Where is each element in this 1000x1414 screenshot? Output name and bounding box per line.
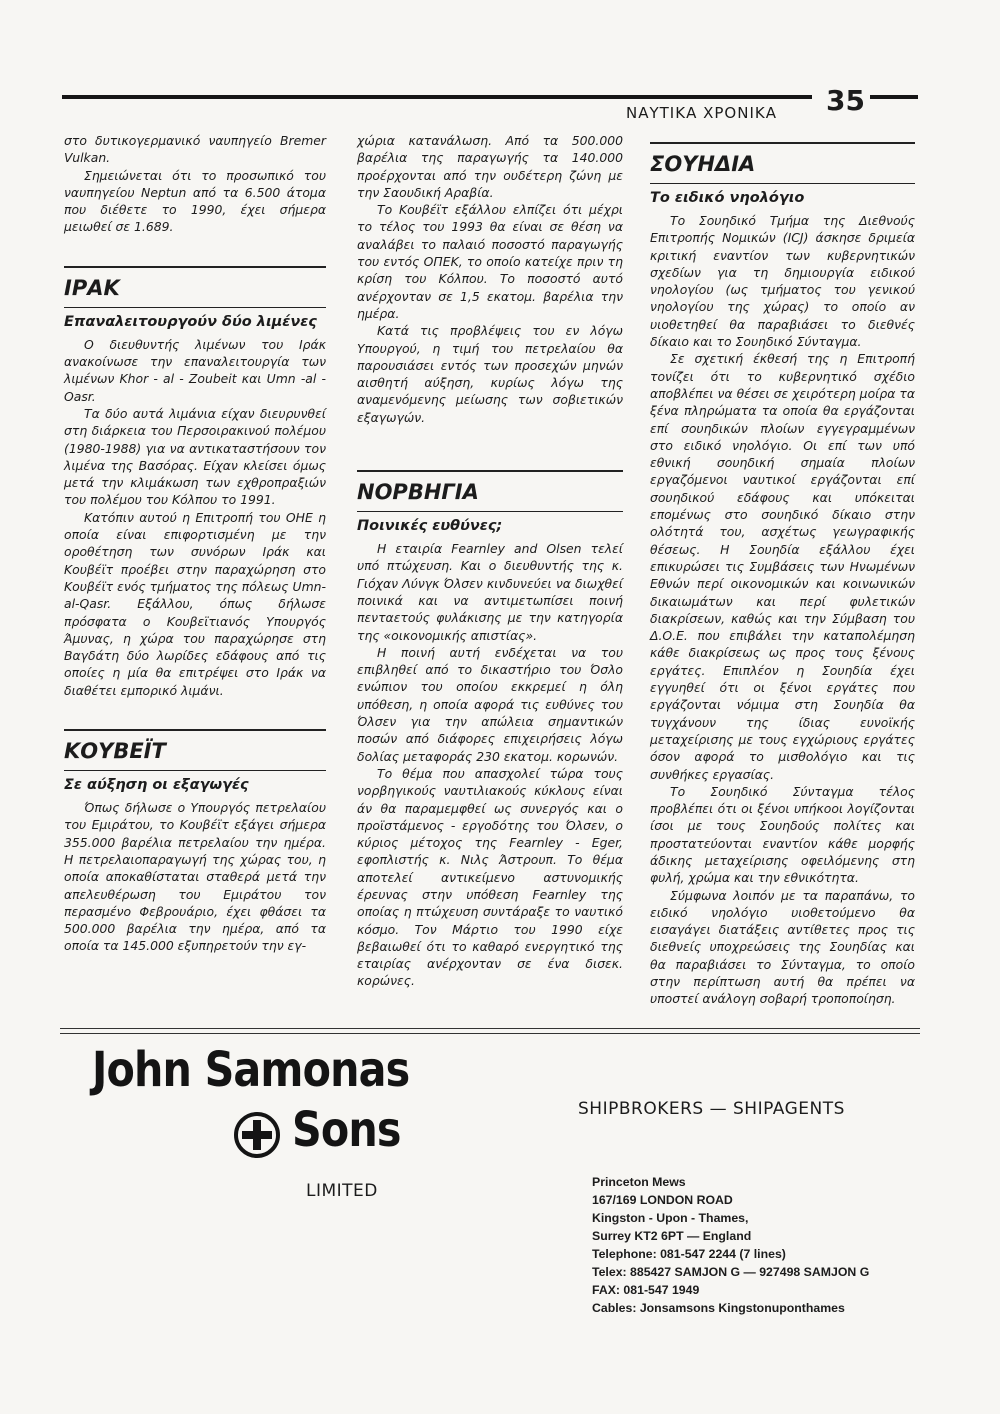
section-rule-top: [64, 266, 326, 268]
paragraph: χώρια κατανάλωση. Από τα 500.000 βαρέλια της παραγωγής τα 140.000 προέρχονται από την ουδέτερη ζώνη με την Σαουδική Αραβία.: [357, 133, 623, 200]
address-line: Princeton Mews: [592, 1175, 686, 1189]
paragraph: Τα δύο αυτά λιμάνια είχαν διευρυνθεί στη διάρκεια του Περσοιρακινού πολέμου (1980-1988) για να αντικαταστήσουν τον λιμένα της Βασόρας. Είχαν κλείσει όμως μετά την κλιμάκωση των εχθροπραξιών του πολέμου του Κόλπου το 1991.: [64, 405, 326, 508]
paragraph: Ο διευθυντής λιμένων του Ιράκ ανακοίνωσε την επαναλειτουργία των λιμένων Khor - al - Zoubeit και Umn -al - Oasr.: [64, 336, 326, 404]
section-rule-bottom: [650, 183, 915, 184]
address-line: Cables: Jonsamsons Kingstonuponthames: [592, 1301, 845, 1315]
paragraph: Σημειώνεται ότι το προσωπικό του ναυπηγείου Neptun από τα 6.500 άτομα που διέθετε το 1990, έχει σήμερα μειωθεί σε 1.689.: [64, 167, 326, 235]
section-subtitle: Επαναλειτουργούν δύο λιμένες: [64, 313, 317, 330]
paragraph: Κατά τις προβλέψεις του εν λόγω Υπουργού, η τιμή του πετρελαίου θα παρουσιάσει εντός των προσεχών μηνών αισθητή αύξηση, κυρίως λόγω της αναμενόμενης μείωσης των σοβιετικών εξαγωγών.: [357, 323, 623, 425]
paragraph: Το Σουηδικό Τμήμα της Διεθνούς Επιτροπής Νομικών (ICJ) άσκησε δριμεία κριτική εναντίον των κυβερνητικών σχεδίων για τη δημιουργία ειδικού νηολογίου (ως τμήματος του γενικού νηολογίου της χώρας) το οποίο αν υιοθετηθεί θα παραβιάσει το διεθνές δίκαιο και το Σουηδικό Σύνταγμα.: [650, 213, 915, 350]
running-title: ΝΑΥΤΙΚΑ ΧΡΟΝΙΚΑ: [626, 104, 777, 122]
address-line: 167/169 LONDON ROAD: [592, 1193, 733, 1207]
paragraph: Η εταιρία Fearnley and Olsen τελεί υπό πτώχευση. Και ο διευθυντής της κ. Γιόχαν Λύνγκ Όλσεν κινδυνεύει να διωχθεί ποινικά και να αντιμετωπίσει ποινή πενταετούς φυλάκισης με την κατηγορία της «οικονομικής απιστίας».: [357, 541, 623, 643]
section-rule-bottom: [357, 511, 623, 512]
advert-tagline: SHIPBROKERS — SHIPAGENTS: [578, 1099, 845, 1119]
advert-rule-top: [60, 1028, 920, 1029]
address-line: FAX: 081-547 1949: [592, 1283, 700, 1297]
column-3: [650, 134, 915, 1008]
address-line: Surrey KT2 6PT — England: [592, 1229, 752, 1243]
paragraph: Το Κουβέϊτ εξάλλου ελπίζει ότι μέχρι το τέλος του 1993 θα είναι σε θέση να αναλάβει το παλαιό ποσοστό παραγωγής του εντός ΟΠΕΚ, το οποίο κατείχε πριν τη κρίση του Κόλπου. Το ποσοστό αυτό ανέρχονταν σε 1,5 εκατομ. βαρέλια την ημέρα.: [357, 202, 623, 321]
paragraph: Η ποινή αυτή ενδέχεται να του επιβληθεί από το δικαστήριο του Όσλο ενώπιον του οποίου εκκρεμεί η όλη υπόθεση, η οποία αφορά τις ευθύνες του Όλσεν για την απώλεια σημαντικών ποσών από διάφορες επιχειρήσεις λόγω δολίας μεταφοράς 230 εκατομ. κορωνών.: [357, 644, 623, 764]
advert-limited: LIMITED: [306, 1181, 378, 1201]
address-line: Telephone: 081-547 2244 (7 lines): [592, 1247, 786, 1261]
section-rule-bottom: [64, 770, 326, 771]
paragraph: Το Σουηδικό Σύνταγμα τέλος προβλέπει ότι οι ξένοι υπήκοοι λογίζονται ίσοι με τους Σουηδούς πολίτες και προστατεύονται εναντίον κάθε μορφής άδικης μεταχείρισης οφειλόμενης στη φυλή, χρώμα και την εθνικότητα.: [650, 783, 915, 886]
address-line: Kingston - Upon - Thames,: [592, 1211, 749, 1225]
advert-brand-line1: John Samonas: [92, 1042, 410, 1098]
paragraph: Το θέμα που απασχολεί τώρα τους νορβηγικούς ναυτιλιακούς κύκλους είναι άν θα παραμεμφθεί ως συνεργός και ο προϊστάμενος - εργοδότης του Όλσεν, ο κύριος μέτοχος της Fearnley - Eger, εφοπλιστής κ. Νιλς Άστρουπ. Το θέμα αποτελεί αντικείμενο αστυνομικής έρευνας στην υπόθεση Fearnley της οποίας η πτώχευση συντάραξε το ναυτικό κόσμο. Τον Μάρτιο του 1990 είχε βεβαιωθεί ότι το καθαρό ενεργητικό της εταιρίας ανέρχονταν σε ένα δισεκ. κορώνες.: [357, 765, 623, 989]
section-iraq: [64, 266, 326, 699]
column-1: [64, 132, 326, 955]
section-subtitle: Το ειδικό νηολόγιο: [650, 190, 805, 206]
section-subtitle: Ποινικές ευθύνες;: [357, 518, 503, 535]
section-subtitle: Σε αύξηση οι εξαγωγές: [64, 777, 249, 794]
header-rule-left: [62, 95, 812, 99]
section-norway: [357, 470, 623, 990]
section-rule-top: [650, 142, 915, 144]
plus-in-circle-icon: [232, 1110, 282, 1164]
section-sweden: [650, 142, 915, 1008]
section-rule-top: [64, 729, 326, 731]
section-kuwait: [64, 729, 326, 955]
section-title: ΚΟΥΒΕΪΤ: [64, 739, 166, 764]
paragraph: Όπως δήλωσε ο Υπουργός πετρελαίου του Εμιράτου, το Κουβέϊτ εξάγει σήμερα 355.000 βαρέλια πετρελαίου την ημέρα. Η πετρελαιοπαραγωγή της χώρας του, η οποία αποκαθίσταται σταθερά μετά την απελευθέρωση του Εμιράτου τον περασμένο Φεβρουάριο, έχει φθάσει τα 500.000 βαρέλια την ημέρα, από τα οποία τα 145.000 εξυπηρετούν την εγ-: [64, 800, 326, 954]
advert-brand-line2: Sons: [292, 1102, 401, 1158]
paragraph: Σε σχετική έκθεσή της η Επιτροπή τονίζει ότι το κυβερνητικό σχέδιο αποβλέπει να θέσει σε χειρότερη μοίρα τα ξένα πληρώματα τα οποία θα εργάζονται επί σουηδικών πλοίων εγγεγραμμένων στο ειδικό νηολόγιο. Οι επί των υπό εθνική σουηδική σημαία πλοίων εργαζόμενοι ναυτικοί εργάζονται επί σουηδικού εδάφους και υπόκειται επομένως στο σουηδικό δίκαιο στην ολότητά του, ασχέτως γεωγραφικής θέσεως. Η Σουηδία εξάλλου έχει επικυρώσει τις Συμβάσεις των Ηνωμένων Εθνών περί οικονομικών και κοινωνικών δικαιωμάτων και περί φυλετικών διακρίσεων, καθώς και την Σύμβαση του Δ.Ο.Ε. που επιβάλει την καταπολέμηση κάθε διακρίσεως ως προς τους ξένους εργάτες. Επιπλέον η Σουηδία έχει εγγυηθεί ότι οι ξένοι εργάτες που εργάζονται νόμιμα στη Σουηδία θα τυγχάνουν της ίδιας ευνοϊκής μεταχείρισης με τους εγχώριους εργάτες όσον αφορά το μισθολόγιο και τις συνθήκες εργασίας.: [650, 351, 915, 782]
column-2: [357, 132, 623, 990]
advert-address: [592, 1173, 869, 1317]
section-rule-top: [357, 470, 623, 472]
advert-rule-top-2: [60, 1033, 920, 1034]
header-rule-right: [870, 95, 918, 99]
section-title: ΝΟΡΒΗΓΙΑ: [357, 480, 479, 505]
address-line: Telex: 885427 SAMJON G — 927498 SAMJON G: [592, 1265, 870, 1279]
paragraph: Κατόπιν αυτού η Επιτροπή του ΟΗΕ η οποία είναι επιφορτισμένη με την οροθέτηση των συνόρων Ιράκ και Κουβέϊτ προέβει στην παραχώρηση στο Κουβέϊτ ενός τμήματος της πόλεως Umn-al-Qasr. Εξάλλου, όπως δήλωσε πρόσφατα ο Κουβεϊτιανός Υπουργός Άμυνας, η χώρα του παραχώρησε στη Βαγδάτη δύο λωρίδες εδάφους από τις οποίες η μία θα επιτρέψει στο Ιράκ να διαθέτει εμπορικό λιμάνι.: [64, 509, 326, 698]
section-title: ΣΟΥΗΔΙΑ: [650, 152, 756, 176]
paragraph: στο δυτικογερμανικό ναυπηγείο Bremer Vulkan.: [64, 133, 326, 166]
section-rule-bottom: [64, 307, 326, 308]
paragraph: Σύμφωνα λοιπόν με τα παραπάνω, το ειδικό νηολόγιο υιοθετούμενο θα εισαγάγει διατάξεις αντίθετες προς τις διεθνείς υποχρεώσεις της Σουηδίας και θα παραβιάσει το Σύνταγμα, το οποίο στην περίπτωση αυτή θα πρέπει να υποστεί ανάλογη σοβαρή τροποποίηση.: [650, 887, 915, 1007]
section-title: ΙΡΑΚ: [64, 275, 120, 300]
page-number: 35: [826, 84, 865, 117]
